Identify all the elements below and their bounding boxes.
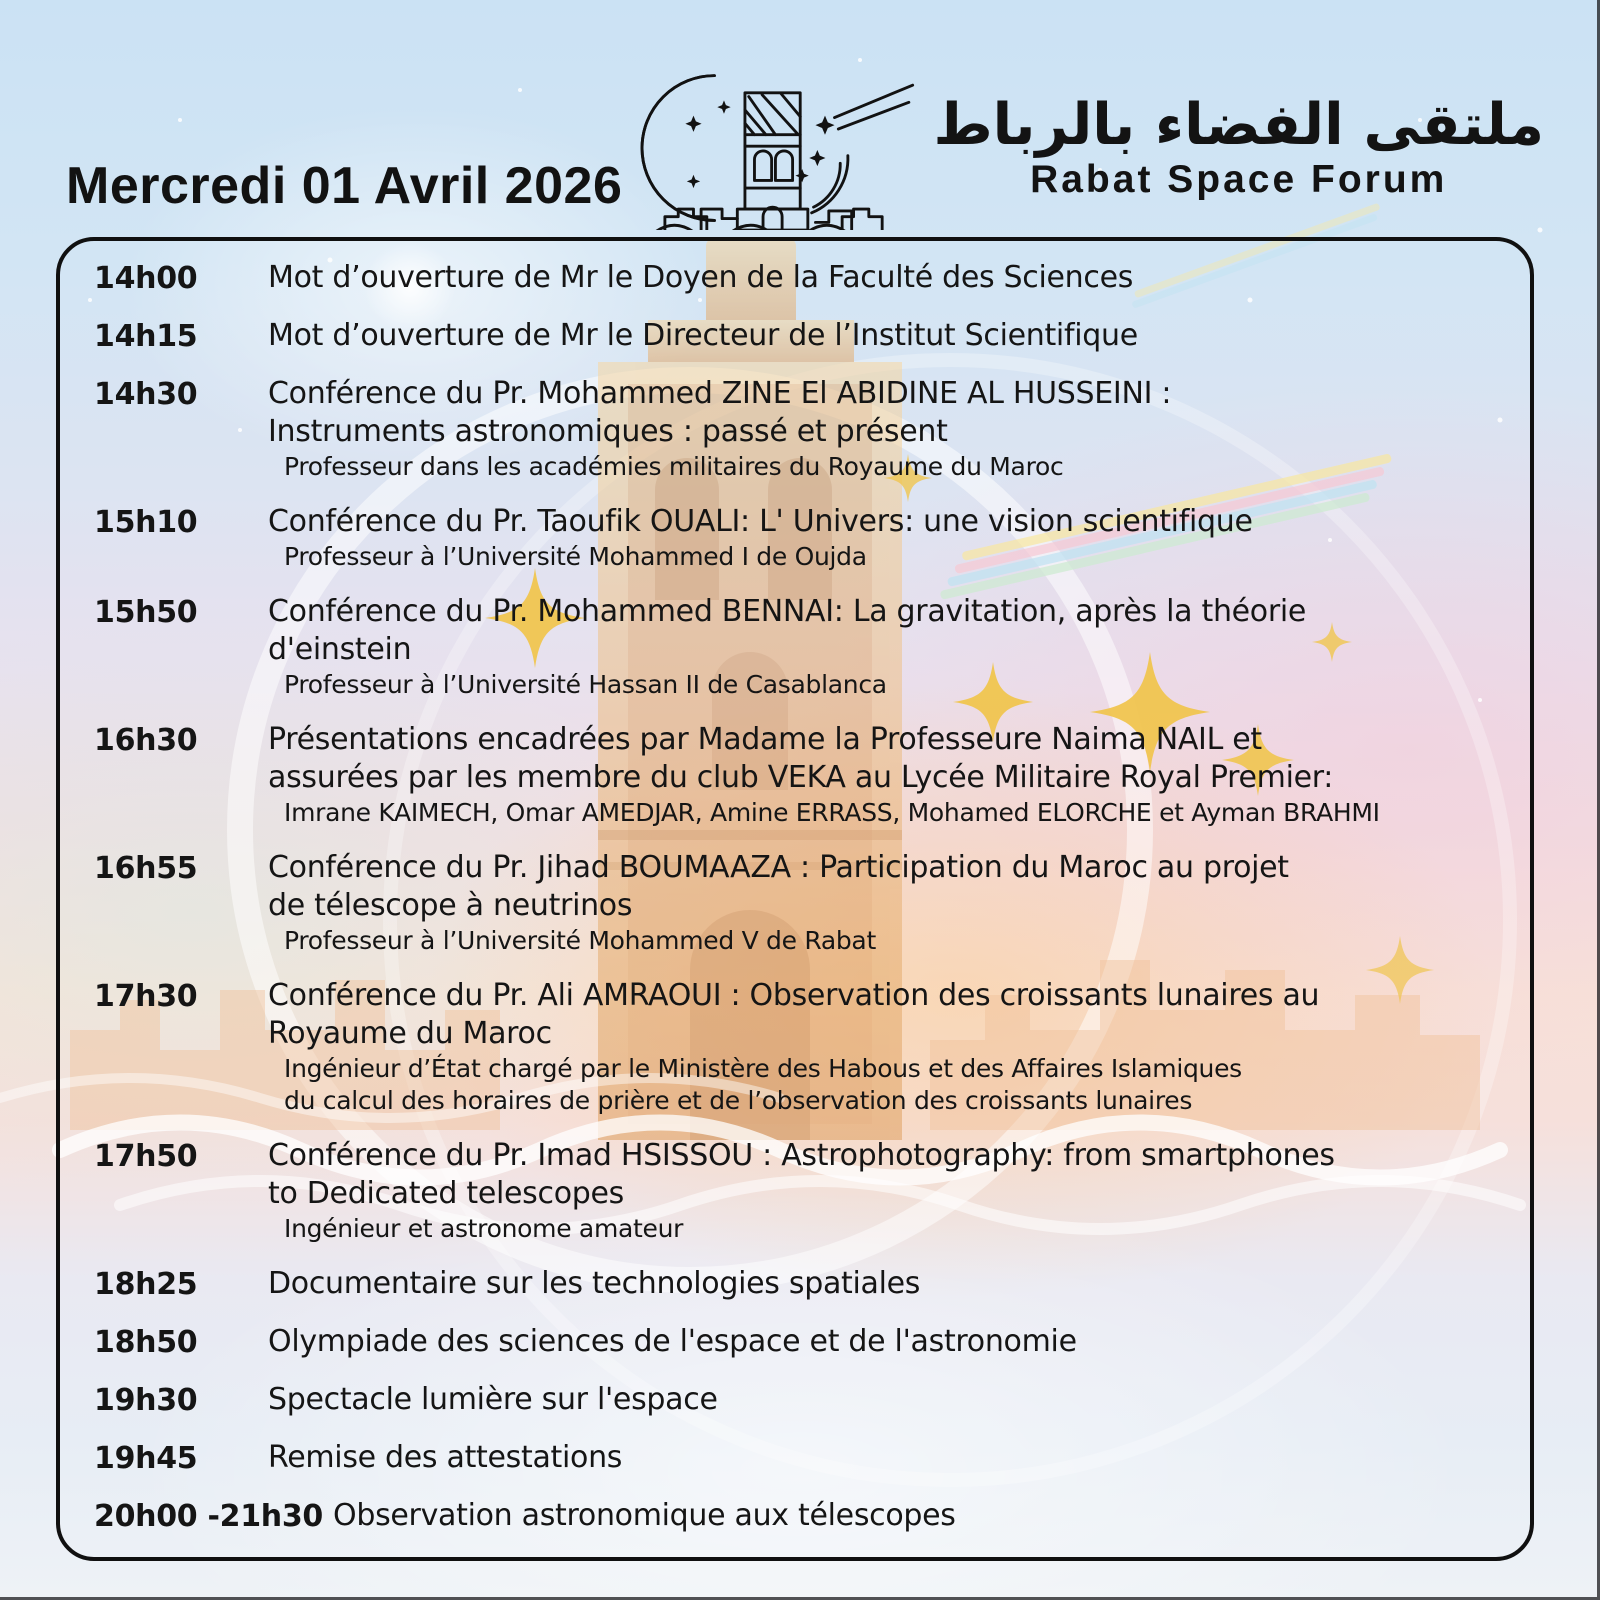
schedule-entry: [268, 1439, 1500, 1477]
schedule-row: [94, 593, 1500, 701]
event-date-heading: Mercredi 01 Avril 2026: [66, 157, 623, 215]
schedule-entry: [268, 503, 1500, 573]
schedule-row: [94, 1137, 1500, 1245]
event-title-line: d'einstein: [268, 632, 412, 667]
event-subtitle-line: Professeur à l’Université Hassan II de Casablanca: [284, 670, 887, 699]
schedule-time: 15h50: [94, 595, 198, 630]
schedule-time: 14h30: [94, 377, 198, 412]
event-title-line: Conférence du Pr. Jihad BOUMAAZA : Participation du Maroc au projet: [268, 850, 1289, 885]
event-subtitle-line: Professeur dans les académies militaires du Royaume du Maroc: [284, 452, 1064, 481]
schedule-entry: [268, 593, 1500, 701]
schedule-row: [94, 503, 1500, 573]
schedule-row: [94, 1497, 1500, 1535]
schedule-entry: [268, 721, 1500, 829]
event-subtitle-line: Professeur à l’Université Mohammed I de Oujda: [284, 542, 867, 571]
event-title-line: to Dedicated telescopes: [268, 1176, 624, 1211]
schedule-row: [94, 1381, 1500, 1419]
schedule-time: 17h30: [94, 979, 198, 1014]
schedule-row: [94, 1323, 1500, 1361]
schedule-row: [94, 849, 1500, 957]
schedule-row: [94, 375, 1500, 483]
schedule-time: 18h50: [94, 1325, 198, 1360]
schedule-row: [94, 977, 1500, 1117]
schedule-entry: [268, 259, 1500, 297]
logo-title-arabic: ملتقى الفضاء بالرباط: [933, 92, 1544, 159]
event-title-line: Spectacle lumière sur l'espace: [268, 1382, 718, 1417]
event-title-line: Conférence du Pr. Mohammed BENNAI: La gravitation, après la théorie: [268, 594, 1307, 629]
schedule-time: 19h45: [94, 1441, 198, 1476]
hassan-tower-crescent-icon: [599, 68, 929, 230]
event-subtitle-line: du calcul des horaires de prière et de l’observation des croissants lunaires: [284, 1086, 1193, 1115]
schedule-row: [94, 721, 1500, 829]
event-title-line: assurées par les membre du club VEKA au Lycée Militaire Royal Premier:: [268, 760, 1334, 795]
event-title-line: Instruments astronomiques : passé et présent: [268, 414, 948, 449]
event-subtitle-line: Imrane KAIMECH, Omar AMEDJAR, Amine ERRASS, Mohamed ELORCHE et Ayman BRAHMI: [284, 798, 1380, 827]
schedule-panel: [56, 237, 1534, 1561]
schedule-time: 15h10: [94, 505, 198, 540]
event-title-line: Documentaire sur les technologies spatiales: [268, 1266, 921, 1301]
event-title-line: de télescope à neutrinos: [268, 888, 633, 923]
event-title-line: Mot d’ouverture de Mr le Doyen de la Faculté des Sciences: [268, 260, 1134, 295]
schedule-entry: [268, 1323, 1500, 1361]
event-subtitle-line: Professeur à l’Université Mohammed V de Rabat: [284, 926, 876, 955]
event-subtitle-line: Ingénieur et astronome amateur: [284, 1214, 684, 1243]
schedule-row: [94, 1439, 1500, 1477]
event-title-line: Présentations encadrées par Madame la Professeure Naima NAIL et: [268, 722, 1262, 757]
event-title-line: Mot d’ouverture de Mr le Directeur de l’Institut Scientifique: [268, 318, 1138, 353]
event-title-line: Olympiade des sciences de l'espace et de l'astronomie: [268, 1324, 1077, 1359]
schedule-time: 14h00: [94, 261, 198, 296]
forum-logo-text: [933, 92, 1544, 202]
schedule-entry: [268, 1265, 1500, 1303]
schedule-row: [94, 317, 1500, 355]
schedule-row: [94, 259, 1500, 297]
schedule-entry: [268, 977, 1500, 1117]
event-title-line: Conférence du Pr. Imad HSISSOU : Astrophotography: from smartphones: [268, 1138, 1335, 1173]
event-title-line: Conférence du Pr. Mohammed ZINE El ABIDINE AL HUSSEINI :: [268, 376, 1172, 411]
schedule-entry: [268, 375, 1500, 483]
schedule-entry: [268, 1381, 1500, 1419]
schedule-time: 17h50: [94, 1139, 198, 1174]
schedule-row: [94, 1265, 1500, 1303]
event-title-line: Royaume du Maroc: [268, 1016, 552, 1051]
schedule-entry: [333, 1497, 1500, 1535]
logo-title-latin: Rabat Space Forum: [1030, 157, 1448, 201]
event-title-line: Observation astronomique aux télescopes: [333, 1498, 956, 1533]
schedule-entry: [268, 317, 1500, 355]
schedule-time: 20h00 -21h30: [94, 1499, 324, 1534]
schedule-time: 19h30: [94, 1383, 198, 1418]
forum-logo: [599, 68, 1544, 230]
event-subtitle-line: Ingénieur d’État chargé par le Ministère des Habous et des Affaires Islamiques: [284, 1054, 1242, 1083]
event-title-line: Conférence du Pr. Taoufik OUALI: L' Univers: une vision scientifique: [268, 504, 1253, 539]
schedule-entry: [268, 1137, 1500, 1245]
schedule-time: 18h25: [94, 1267, 198, 1302]
event-title-line: Conférence du Pr. Ali AMRAOUI : Observation des croissants lunaires au: [268, 978, 1320, 1013]
schedule-time: 16h55: [94, 851, 198, 886]
schedule-entry: [268, 849, 1500, 957]
event-title-line: Remise des attestations: [268, 1440, 623, 1475]
schedule-time: 16h30: [94, 723, 198, 758]
schedule-time: 14h15: [94, 319, 198, 354]
